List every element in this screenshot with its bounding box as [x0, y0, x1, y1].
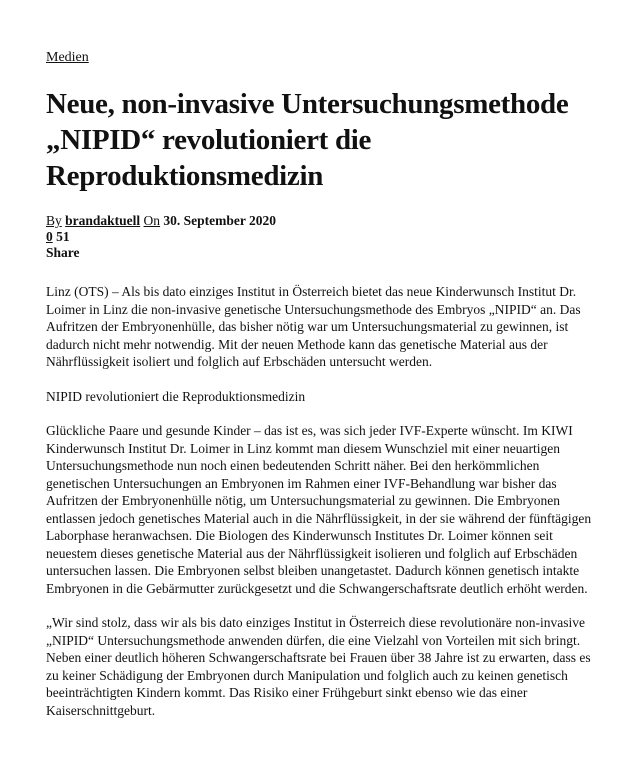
publish-date: 30. September 2020 [163, 213, 277, 228]
comment-count-link[interactable]: 0 [46, 229, 53, 244]
author-link[interactable]: brandaktuell [65, 213, 141, 228]
view-count: 51 [56, 229, 70, 244]
byline-on-label: On [143, 213, 161, 228]
paragraph-main: Glückliche Paare und gesunde Kinder – das ist es, was sich jeder IVF-Experte wünscht. Im KIWI Kinderwunsch Institut Dr. Loimer in Linz kommt man diesem Wunschziel mit einer neuartigen Untersuchungsmethode nun noch einen bedeutenden Schritt näher. Bei den herkömmlichen genetischen Untersuchungen an Embryonen im Rahmen einer IVF-Behandlung war bisher das Aufritzen der Embryonenhülle nötig, um Untersuchungsmaterial zu gewinnen. Die Embryonen entlassen jedoch genetisches Material auch in die Nährflüssigkeit, in der sie während der fünftägigen Laborphase heranwachsen. Die Biologen des Kinderwunsch Institutes Dr. Loimer können seit neuestem dieses genetische Material aus der Nährflüssigkeit isolieren und folglich auf Erbschäden untersuchen lassen. Die Embryonen selbst bleiben unangetastet. Dadurch können genetisch intakte Embryonen in die Gebärmutter zurückgesetzt und die Schwangerschaftsrate deutlich erhöht werden. [46, 423, 592, 596]
article-body [46, 283, 601, 719]
paragraph-intro: Linz (OTS) – Als bis dato einziges Institut in Österreich bietet das neue Kinderwunsch Institut Dr. Loimer in Linz die non-invasive genetische Untersuchungsmethode des Embryos „NIPID“ an. Das Aufritzen der Embryonenhülle, das bisher nötig war um Untersuchungsmaterial zu gewinnen, ist dadurch nicht mehr notwendig. Mit der neuen Methode kann das genetische Material aus der Nährflüssigkeit isoliert und folglich auf Erbschäden untersucht werden. [46, 284, 581, 369]
category-link[interactable]: Medien [46, 50, 89, 65]
subheading: NIPID revolutioniert die Reproduktionsmedizin [46, 388, 306, 404]
paragraph-quote: „Wir sind stolz, dass wir als bis dato einziges Institut in Österreich diese revolutionäre non-invasive „NIPID“ Untersuchungsmethode anwenden dürfen, die eine Vielzahl von Vorteilen mit sich bringt. Neben einer deutlich höheren Schwangerschaftsrate bei Frauen über 38 Jahre ist zu erwarten, dass es zu keiner Schädigung der Embryonen durch Manipulation und folglich auch zu keinen genetisch beeinträchtigten Kindern kommt. Das Risiko einer Frühgeburt sinkt ebenso wie das einer Kaiserschnittgeburt. [46, 615, 591, 718]
byline-prefix: By [46, 213, 62, 228]
byline [46, 213, 606, 229]
share-button[interactable]: Share [46, 245, 80, 260]
article-stats [46, 229, 606, 245]
article [46, 48, 606, 736]
article-title: Neue, non-invasive Untersuchungsmethode „NIPID“ revolutioniert die Reproduktionsmedizin [46, 88, 569, 192]
